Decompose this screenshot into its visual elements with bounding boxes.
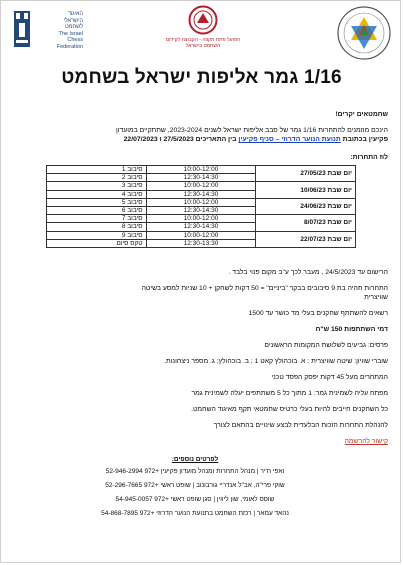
table-row: סיבוב 1 10:00-12:00 יום שבת 27/05/23 <box>47 166 356 174</box>
tiebreaks: שוברי שוויון: שיטה שוויצרית : א. בוכהולץ קאט 1 ; ב. בוכהולץ; ג. מספר ניצחונות. <box>164 358 388 365</box>
contact-line: נהאד עמאר | רכזת השחמט בתנועת הנוער הדרוזי +972 54-868-7895 <box>101 510 289 517</box>
late-arrival-rule: המתחרים מעל 45 דקות יפסק הפסד טכני <box>271 374 388 381</box>
hapoel-logo <box>163 5 243 53</box>
venue-link[interactable]: תנועת הנוער הדרוזי – סניף פקיעין <box>238 136 341 143</box>
federation-logo-text: האיגוד הישראלי לשחמט The Israel Chess Federation <box>56 11 83 50</box>
table-row: סיבוב 5 10:00-12:00 יום שבת 24/06/23 <box>47 198 356 206</box>
format-line-1: התחרות תהיה בת 9 סיבובים בבקר "ביניים" = 50 דקות לשחקן + 10 שניות למסע בשיטה <box>141 285 388 292</box>
table-row: סיבוב 2 12:30-14:30 <box>47 174 356 182</box>
membership-card-rule: כל השחקנים חייבים להיות בעלי כרטיס שחמטאי תקף מאיגוד השחמט. <box>191 406 388 413</box>
contact-line: ואפי ח'יר | מנהל התחרות ומנהל מועדון פקיעין +972 52-946-2994 <box>105 468 285 475</box>
registration-deadline: הרישום עד 24/5/2023 , מעבר לכך ע"ב מקום פנוי בלבד . <box>228 269 388 276</box>
entry-fee: דמי השתתפות 150 ש"ח <box>315 326 388 333</box>
chess-rook-icon <box>11 9 33 49</box>
contact-line: שוסס לאומי, שון ליווין | סגן שופט ראשי +972 54-945-0057 <box>115 496 275 503</box>
table-row: טקס סיום 12:30-13:30 <box>47 239 356 247</box>
israel-chess-federation-logo <box>11 9 83 51</box>
contact-line: שוקי פרי"ה, אב"ל אנדריי גורבונוב | שופט ראשי +972 52-296-7665 <box>105 482 285 489</box>
advancement-rule: מפתח עליה לשמינית גמר: 1 מתוך כל 5 משתתפים יעלה לשמינית גמר <box>191 390 388 397</box>
table-row: סיבוב 3 10:00-12:00 יום שבת 10/06/23 <box>47 182 356 190</box>
intro-line-2: פקיעין בכתובת תנועת הנוער הדרוזי – סניף פקיעין בין התאריכים 27/5/2023 ו 22/07/2023 <box>123 136 388 143</box>
table-row: סיבוב 7 10:00-12:00 יום שבת 8/07/23 <box>47 215 356 223</box>
schedule-heading: לוז התחרות: <box>350 154 388 161</box>
eligibility: רשאים להשתתף שחקנים בעלי מד כושר עד 1500 <box>248 310 388 317</box>
page-title: 1/16 גמר אליפות ישראל בשחמט <box>61 67 342 88</box>
format-line-2: שוויצרית <box>364 294 388 301</box>
intro-line-1: הינכם מוזמנים להתחרות 1/16 גמר של סבב אליפות ישראל לשנים 2023-2024, שתתקיים במועדון <box>116 127 388 134</box>
organizer-rights: להנהלת התחרות הזכות הבלעדית לבצע שינויים בהתאם לצורך <box>213 422 388 429</box>
table-row: סיבוב 8 12:30-14:30 <box>47 223 356 231</box>
hapoel-emblem-icon <box>188 5 218 35</box>
table-row: סיבוב 4 12:30-14:30 <box>47 190 356 198</box>
registration-link[interactable]: קישור להרשמה <box>344 438 388 445</box>
greeting: שחמטאים יקרים! <box>335 111 388 118</box>
more-info-heading: לפרטים נוספים: <box>171 456 219 463</box>
table-row: סיבוב 9 10:00-12:00 יום שבת 22/07/23 <box>47 231 356 239</box>
table-row: סיבוב 6 12:30-14:30 <box>47 206 356 214</box>
schedule-table <box>46 165 356 248</box>
logo-strip <box>1 1 400 59</box>
druze-youth-movement-logo <box>336 5 392 61</box>
prizes: פרסים: גביעים לשלושת המקומות הראשונים <box>264 342 388 349</box>
hapoel-logo-text: הפועל פתח תקווה - הקבוצה לקידום השחמט בישראל <box>165 37 241 49</box>
